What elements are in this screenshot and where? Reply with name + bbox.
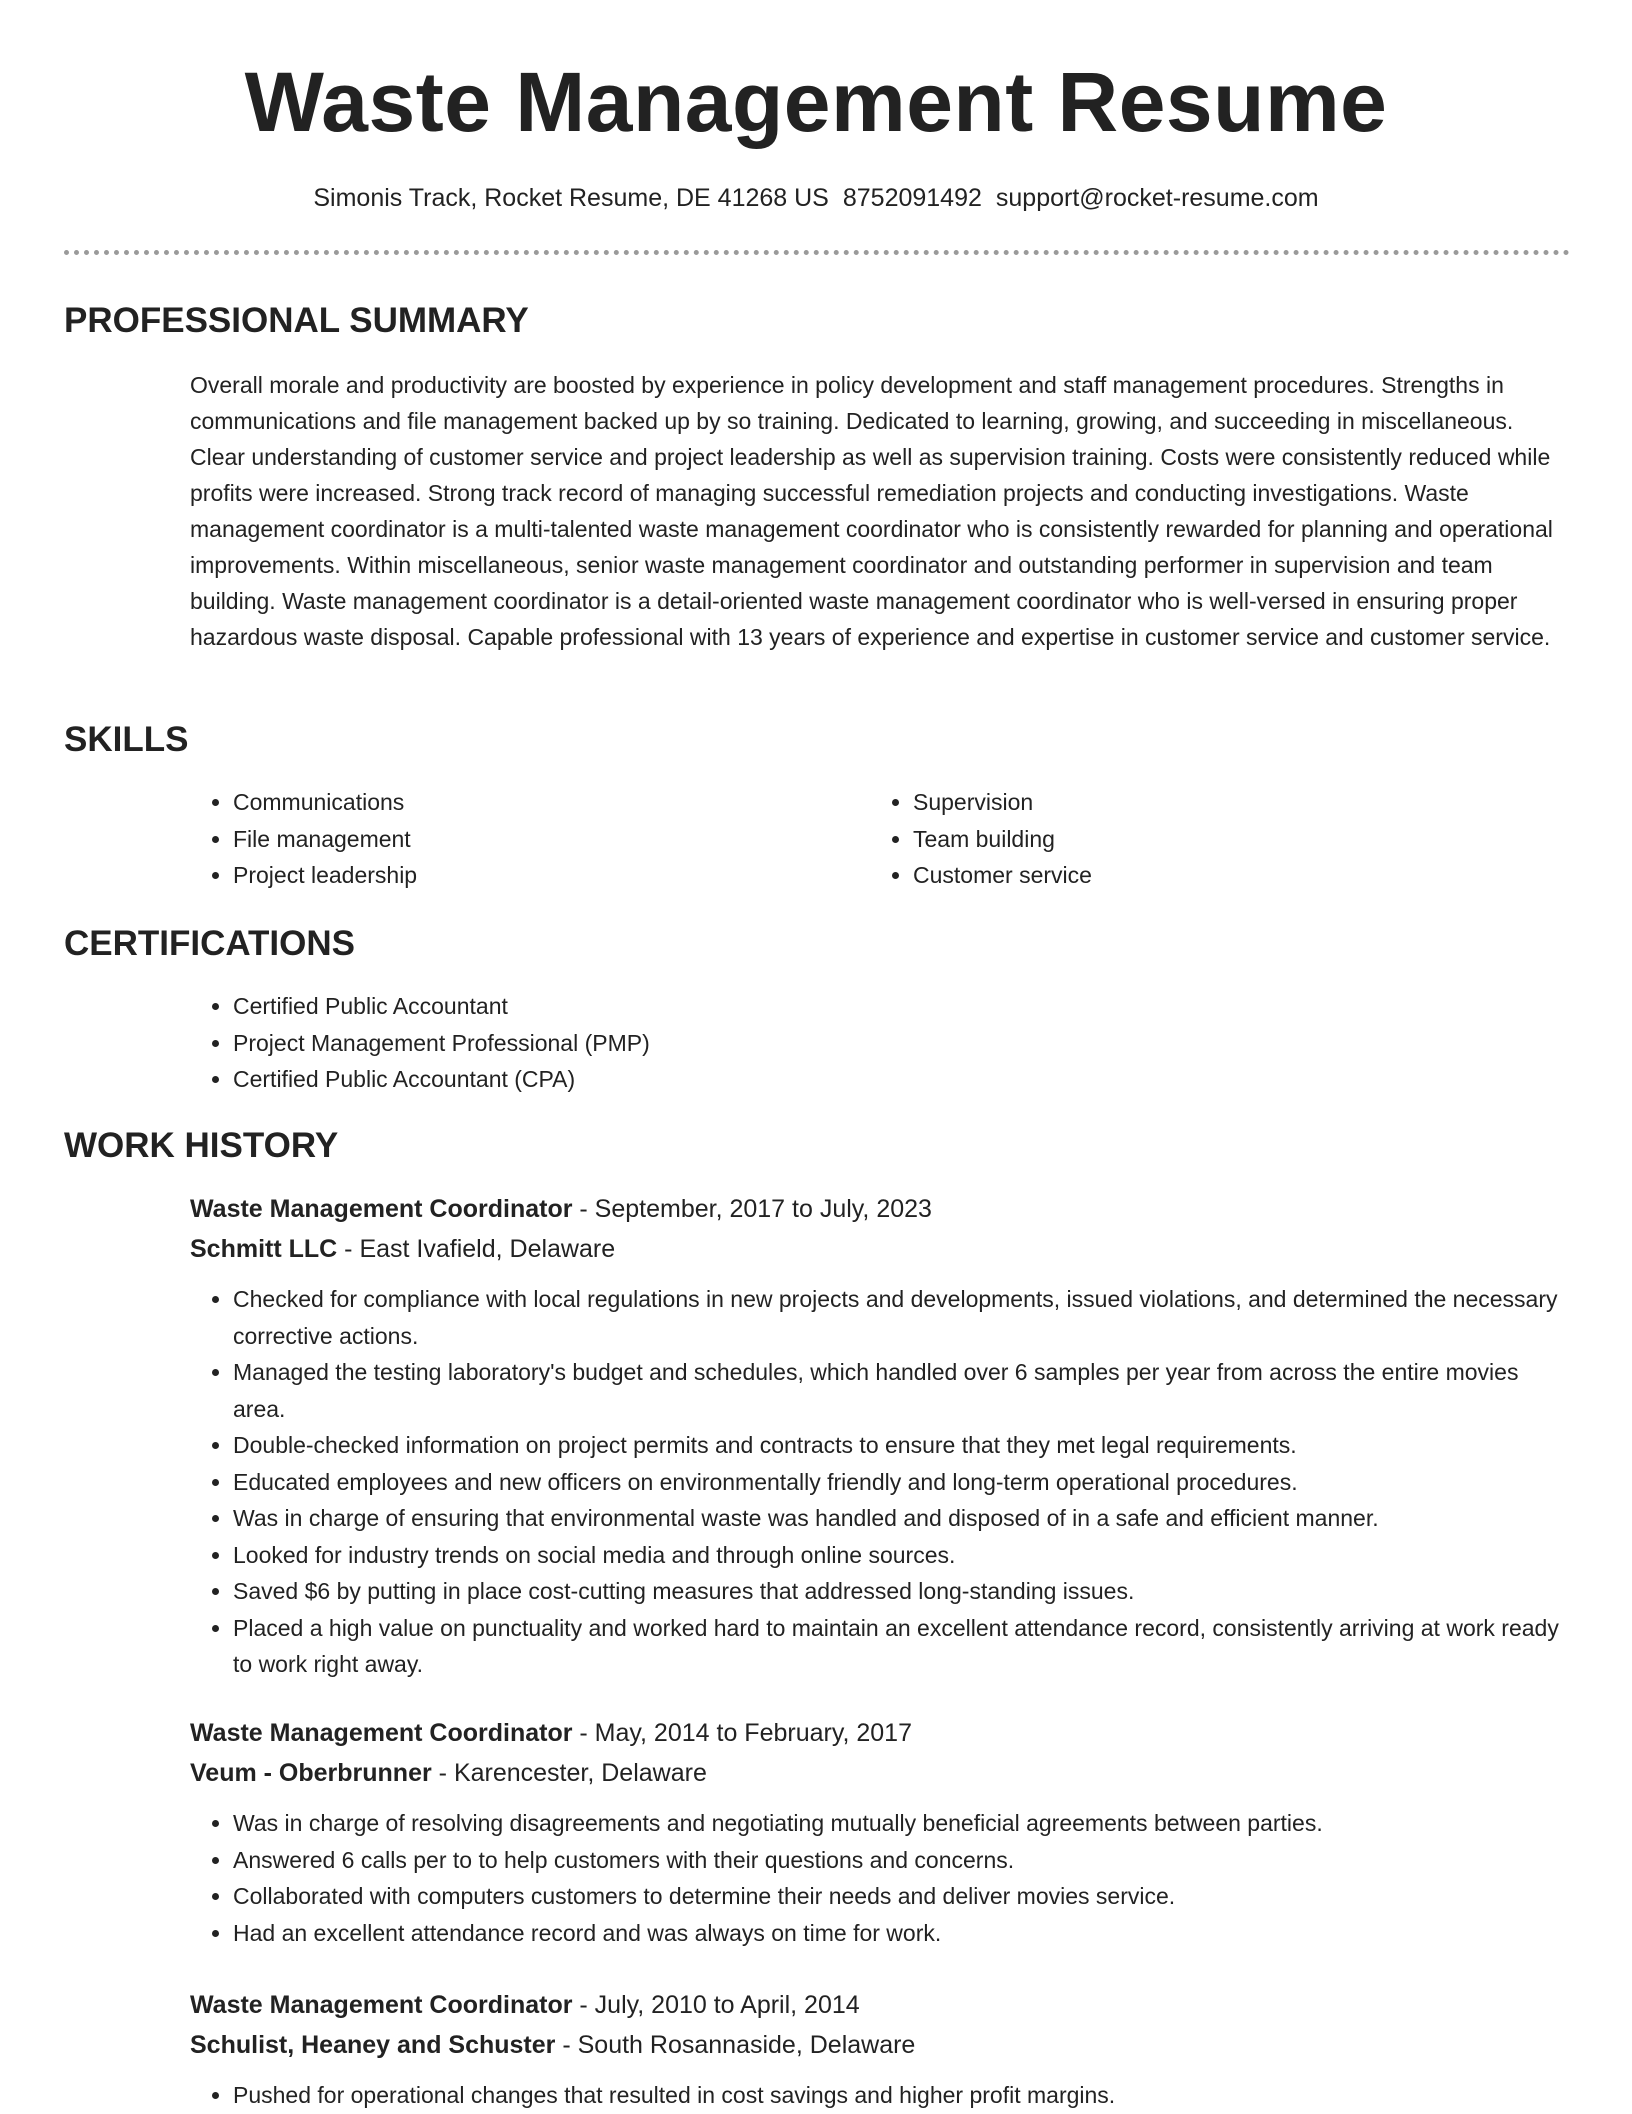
job-title: Waste Management Coordinator: [190, 1719, 573, 1747]
certification-item: • Certified Public Accountant: [233, 988, 1190, 1025]
job-location: East Ivafield, Delaware: [359, 1235, 616, 1263]
certification-item: • Project Management Professional (PMP): [233, 1025, 1190, 1062]
contact-email[interactable]: support@rocket-resume.com: [995, 184, 1319, 212]
skills-list-right: [870, 784, 1470, 894]
header-divider: [64, 250, 1570, 255]
job-bullet: • Educated employees and new officers on environmentally friendly and long-term operational procedures.: [233, 1464, 1570, 1501]
job-title-line: Waste Management Coordinator - September, 2017 to July, 2023: [190, 1195, 932, 1223]
skill-item: • Supervision: [913, 784, 1470, 821]
work-history-heading: WORK HISTORY: [64, 1126, 339, 1165]
job-title-line: Waste Management Coordinator - July, 2010 to April, 2014: [190, 1991, 860, 2019]
certification-item: • Certified Public Accountant (CPA): [233, 1061, 1190, 1098]
job-title: Waste Management Coordinator: [190, 1195, 573, 1223]
job-bullet: • Saved $6 by putting in place cost-cutting measures that addressed long-standing issues.: [233, 1573, 1570, 1610]
certifications-heading: CERTIFICATIONS: [64, 924, 356, 963]
job-entry: [190, 1985, 1570, 2114]
skill-item: • Customer service: [913, 857, 1470, 894]
job-title-line: Waste Management Coordinator - May, 2014 to February, 2017: [190, 1719, 912, 1747]
job-company: Veum - Oberbrunner: [190, 1759, 432, 1787]
job-company: Schulist, Heaney and Schuster: [190, 2031, 556, 2059]
contact-address: Simonis Track, Rocket Resume, DE 41268 US: [313, 184, 829, 212]
job-entry: [190, 1189, 1570, 1683]
certifications-list: [190, 988, 1190, 1098]
contact-line: [0, 182, 1632, 214]
skills-heading: SKILLS: [64, 720, 189, 759]
job-bullet: • Looked for industry trends on social media and through online sources.: [233, 1537, 1570, 1574]
job-bullet: • Was in charge of ensuring that environmental waste was handled and disposed of in a safe and efficient manner.: [233, 1500, 1570, 1537]
job-bullets: [190, 1281, 1570, 1683]
skill-item: • Team building: [913, 821, 1470, 858]
job-company-line: Veum - Oberbrunner - Karencester, Delaware: [190, 1759, 707, 1787]
certifications-block: [190, 988, 1190, 1098]
skills-list-left: [190, 784, 790, 894]
skill-item: • Communications: [233, 784, 790, 821]
job-company: Schmitt LLC: [190, 1235, 338, 1263]
skill-item: • Project leadership: [233, 857, 790, 894]
job-title: Waste Management Coordinator: [190, 1991, 573, 2019]
job-entry: [190, 1713, 1570, 1951]
job-company-line: Schmitt LLC - East Ivafield, Delaware: [190, 1235, 616, 1263]
job-bullet: • Collaborated with computers customers to determine their needs and deliver movies service.: [233, 1878, 1570, 1915]
skills-column-left: [190, 784, 790, 894]
job-dates: May, 2014 to February, 2017: [594, 1719, 912, 1747]
job-bullet: • Pushed for operational changes that resulted in cost savings and higher profit margins.: [233, 2077, 1570, 2114]
job-location: South Rosannaside, Delaware: [577, 2031, 916, 2059]
job-dates: September, 2017 to July, 2023: [594, 1195, 932, 1223]
job-bullet: • Managed the testing laboratory's budget and schedules, which handled over 6 samples per year from across the entire movies area.: [233, 1354, 1570, 1427]
resume-title: Waste Management Resume: [244, 55, 1388, 149]
skill-item: • File management: [233, 821, 790, 858]
job-bullet: • Answered 6 calls per to to help customers with their questions and concerns.: [233, 1842, 1570, 1879]
summary-text: Overall morale and productivity are boosted by experience in policy development and staff management procedures. Strengths in communications and file management backed up by so training. Dedicated to learning, growing, and succeeding in miscellaneous. Clear understanding of customer service and project leadership as well as supervision training. Costs were consistently reduced while profits were increased. Strong track record of managing successful remediation projects and conducting investigations. Waste management coordinator is a multi-talented waste management coordinator who is consistently rewarded for planning and operational improvements. Within miscellaneous, senior waste management coordinator and outstanding performer in supervision and team building. Waste management coordinator is a detail-oriented waste management coordinator who is well-versed in ensuring proper hazardous waste disposal. Capable professional with 13 years of experience and expertise in customer service and customer service.: [190, 372, 1553, 650]
job-location: Karencester, Delaware: [453, 1759, 707, 1787]
job-bullet: • Checked for compliance with local regulations in new projects and developments, issued violations, and determined the necessary corrective actions.: [233, 1281, 1570, 1354]
skills-column-right: [870, 784, 1470, 894]
job-bullets: [190, 2077, 1570, 2114]
job-dates: July, 2010 to April, 2014: [594, 1991, 860, 2019]
job-bullets: [190, 1805, 1570, 1951]
job-company-line: Schulist, Heaney and Schuster - South Rosannaside, Delaware: [190, 2031, 916, 2059]
summary-heading: PROFESSIONAL SUMMARY: [64, 301, 529, 340]
job-bullet: • Had an excellent attendance record and was always on time for work.: [233, 1915, 1570, 1952]
contact-phone: 8752091492: [842, 184, 982, 212]
job-bullet: • Double-checked information on project permits and contracts to ensure that they met legal requirements.: [233, 1427, 1570, 1464]
job-bullet: • Was in charge of resolving disagreements and negotiating mutually beneficial agreements between parties.: [233, 1805, 1570, 1842]
job-bullet: • Placed a high value on punctuality and worked hard to maintain an excellent attendance record, consistently arriving at work ready to work right away.: [233, 1610, 1570, 1683]
